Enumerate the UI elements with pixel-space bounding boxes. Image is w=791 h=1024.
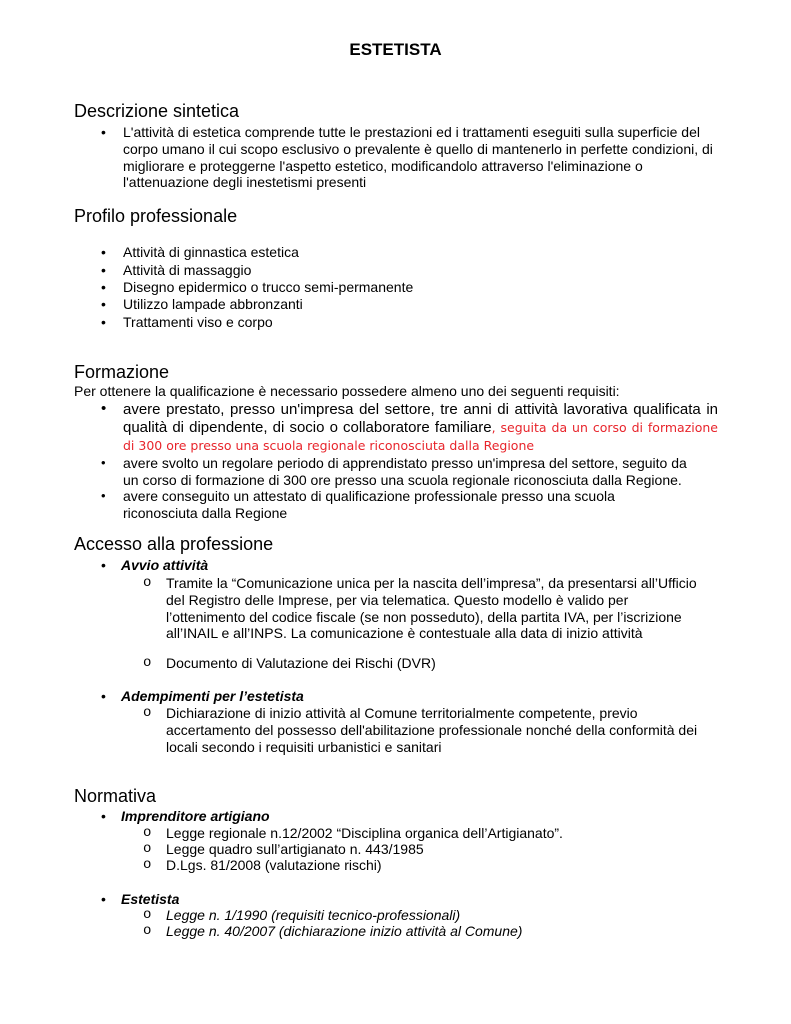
formazione-item-1-text: avere prestato, presso un'impresa del settore, tre anni di attività lavorativa qualificata in qualità di dipendente, di socio o collaboratore familiare — [123, 401, 718, 436]
bullet-icon: • — [101, 296, 106, 312]
normativa-est-label: Estetista — [121, 891, 180, 907]
formazione-item-1-red-note: , seguita da un corso di formazione di 300 ore presso una scuola regionale riconosciuta dalla Regione — [123, 420, 718, 453]
formazione-item-3: avere conseguito un attestato di qualificazione professionale presso una scuola riconosciuta dalla Regione — [123, 488, 615, 521]
bullet-icon: • — [101, 808, 106, 824]
circle-bullet-icon: o — [143, 825, 152, 841]
heading-formazione: Formazione — [74, 362, 170, 382]
normativa-est-sub: Legge n. 40/2007 (dichiarazione inizio attività al Comune) — [166, 923, 523, 939]
circle-bullet-icon: o — [143, 575, 152, 591]
normativa-impr-sub: Legge regionale n.12/2002 “Disciplina organica dell’Artigianato”. — [166, 825, 563, 841]
normativa-impr-sub: D.Lgs. 81/2008 (valutazione rischi) — [166, 857, 382, 873]
circle-bullet-icon: o — [143, 907, 152, 923]
bullet-icon: • — [101, 124, 106, 140]
bullet-icon: • — [101, 688, 106, 704]
profilo-item: Trattamenti viso e corpo — [123, 314, 273, 330]
normativa-impr-label: Imprenditore artigiano — [121, 808, 270, 824]
profilo-item: Disegno epidermico o trucco semi-permanente — [123, 279, 414, 295]
heading-normativa: Normativa — [74, 786, 157, 806]
profilo-item: Attività di ginnastica estetica — [123, 244, 299, 260]
document-title: ESTETISTA — [349, 40, 442, 59]
bullet-icon: • — [101, 455, 106, 470]
accesso-avvio-sub-1: Tramite la “Comunicazione unica per la nascita dell’impresa”, da presentarsi all’Ufficio del Registro delle Imprese, per via telematica. Questo modello è valido per l’ottenimento del codice fiscale (se non posseduto), della partita IVA, per l’iscrizione all’INAIL e all’INPS. La comunicazione è contestuale alla data di inizio attività — [166, 575, 697, 642]
heading-descrizione: Descrizione sintetica — [74, 101, 240, 121]
accesso-adempimenti-label: Adempimenti per l’estetista — [121, 688, 304, 704]
circle-bullet-icon: o — [143, 705, 152, 721]
formazione-intro: Per ottenere la qualificazione è necessario possedere almeno uno dei seguenti requisiti: — [74, 383, 620, 399]
accesso-avvio-sub-2: Documento di Valutazione dei Rischi (DVR) — [166, 655, 436, 671]
bullet-icon: • — [101, 244, 106, 260]
profilo-item: Utilizzo lampade abbronzanti — [123, 296, 303, 312]
heading-accesso: Accesso alla professione — [74, 534, 274, 554]
bullet-icon: • — [101, 400, 107, 417]
bullet-icon: • — [101, 262, 106, 278]
circle-bullet-icon: o — [143, 857, 152, 873]
heading-profilo: Profilo professionale — [74, 206, 238, 226]
bullet-icon: • — [101, 891, 106, 907]
accesso-avvio-label: Avvio attività — [121, 557, 209, 573]
bullet-icon: • — [101, 314, 106, 330]
bullet-icon: • — [101, 279, 106, 295]
descrizione-text: L'attività di estetica comprende tutte le prestazioni ed i trattamenti eseguiti sulla superficie del corpo umano il cui scopo esclusivo o prevalente è quello di mantenerlo in perfette condizioni, di migliorare e proteggerne l'aspetto estetico, modificandolo attraverso l'eliminazione o l'attenuazione degli inestetismi presenti — [123, 124, 713, 191]
formazione-item-2: avere svolto un regolare periodo di apprendistato presso un'impresa del settore, seguito da un corso di formazione di 300 ore presso una scuola regionale riconosciuta dalla Regione. — [123, 455, 687, 488]
circle-bullet-icon: o — [143, 655, 152, 671]
circle-bullet-icon: o — [143, 841, 152, 857]
accesso-adempimenti-sub-1: Dichiarazione di inizio attività al Comune territorialmente competente, previo accertamento del possesso dell'abilitazione professionale nonché della conformità dei locali secondo i requisiti urbanistici e sanitari — [166, 705, 698, 755]
circle-bullet-icon: o — [143, 923, 152, 939]
normativa-impr-sub: Legge quadro sull’artigianato n. 443/1985 — [166, 841, 424, 857]
formazione-item-1 — [123, 401, 718, 455]
normativa-est-sub: Legge n. 1/1990 (requisiti tecnico-professionali) — [166, 907, 461, 923]
profilo-item: Attività di massaggio — [123, 262, 252, 278]
bullet-icon: • — [101, 557, 106, 573]
bullet-icon: • — [101, 488, 106, 503]
